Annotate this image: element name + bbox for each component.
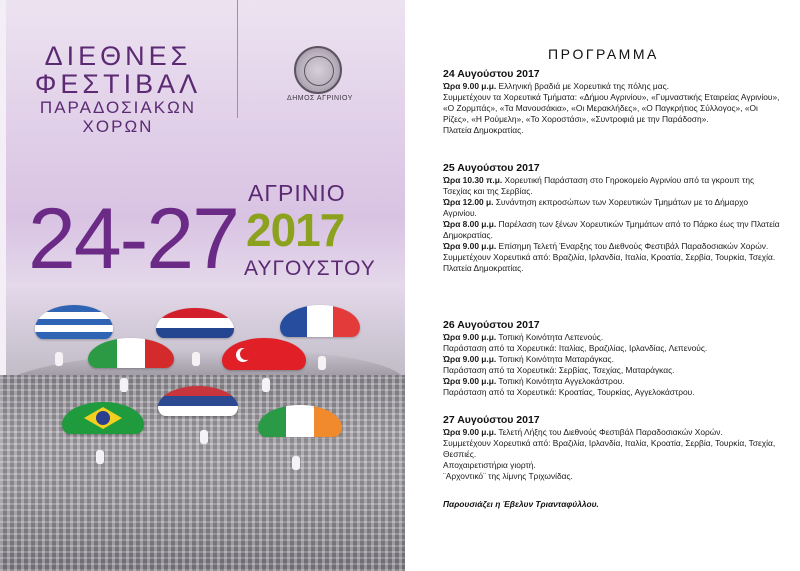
parachutist-icon bbox=[292, 456, 300, 470]
presenter-credit: Παρουσιάζει η Έβελυν Τριανταφύλλου. bbox=[443, 499, 599, 509]
program-entry: Ώρα 8.00 μ.μ. Παρέλαση των ξένων Χορευτικών Τμημάτων από το Πάρκο έως την Πλατεία Δημοκρατίας. bbox=[443, 219, 780, 240]
parachutist-icon bbox=[318, 356, 326, 370]
program-day-2 bbox=[443, 162, 783, 274]
program-entry: Ώρα 10.30 π.μ. Χορευτική Παράσταση στο Γηροκομείο Αγρινίου από τα γκρουπ της Τσεχίας και της Σερβίας. bbox=[443, 175, 755, 196]
program-entry: Συμμετέχουν Χορευτικά από: Βραζιλία, Ιρλανδία, Ιταλία, Κροατία, Σερβία, Τουρκία, Τσεχία. bbox=[443, 252, 776, 262]
program-day-4 bbox=[443, 414, 783, 482]
parachutist-icon bbox=[96, 450, 104, 464]
crescent-cutout bbox=[240, 348, 252, 360]
france-poland-flag-parachute bbox=[280, 305, 360, 337]
festival-month: ΑΥΓΟΥΣΤΟΥ bbox=[244, 257, 376, 280]
program-entry: ¨Αρχοντικό¨ της λίμνης Τριχωνίδας. bbox=[443, 471, 573, 481]
title-line-4: ΧΟΡΩΝ bbox=[82, 117, 154, 136]
program-entry: Ώρα 9.00 μ.μ. Τελετή Λήξης του Διεθνούς Φεστιβάλ Παραδοσιακών Χορών. bbox=[443, 427, 723, 437]
greece-flag-parachute bbox=[35, 305, 113, 339]
program-title: ΠΡΟΓΡΑΜΜΑ bbox=[548, 46, 659, 62]
municipality-seal-icon bbox=[294, 46, 342, 94]
festival-dates: 24-27 bbox=[28, 191, 238, 287]
festival-year: 2017 bbox=[246, 204, 345, 256]
festival-title bbox=[28, 42, 208, 136]
program-day-3 bbox=[443, 319, 783, 398]
croatia-flag-parachute bbox=[156, 308, 234, 338]
day-date: 26 Αυγούστου 2017 bbox=[443, 319, 540, 331]
parachutist-icon bbox=[200, 430, 208, 444]
program-entry: Ώρα 9.00 μ.μ. Επίσημη Τελετή Έναρξης του Διεθνούς Φεστιβάλ Παραδοσιακών Χορών. bbox=[443, 241, 769, 251]
parachutist-icon bbox=[120, 378, 128, 392]
program-entry: Αποχαιρετιστήρια γιορτή. bbox=[443, 460, 536, 470]
program-entry: Παράσταση από τα Χορευτικά: Σερβίας, Τσεχίας, Ματαράγκας. bbox=[443, 365, 675, 375]
day-date: 25 Αυγούστου 2017 bbox=[443, 162, 540, 174]
program-entry: Ώρα 9.00 μ.μ. Τοπική Κοινότητα Αγγελοκάστρου. bbox=[443, 376, 625, 386]
program-entry: Ώρα 9.00 μ.μ. Τοπική Κοινότητα Λεπενούς. bbox=[443, 332, 604, 342]
program-entry: Πλατεία Δημοκρατίας. bbox=[443, 263, 524, 273]
program-entry: Παράσταση από τα Χορευτικά: Κροατίας, Τουρκίας, Αγγελοκάστρου. bbox=[443, 387, 695, 397]
program-entry: Παράσταση από τα Χορευτικά: Ιταλίας, Βραζιλίας, Ιρλανδίας, Λεπενούς. bbox=[443, 343, 708, 353]
seal-inner-ring bbox=[304, 56, 334, 86]
program-entry: Ώρα 9.00 μ.μ. Τοπική Κοινότητα Ματαράγκας. bbox=[443, 354, 614, 364]
program-day-1 bbox=[443, 68, 783, 136]
program-entry: Ώρα 9.00 μ.μ. Ελληνική βραδιά με Χορευτικά της πόλης μας. bbox=[443, 81, 669, 91]
turkey-flag-parachute bbox=[222, 338, 306, 370]
title-line-1: ΔΙΕΘΝΕΣ bbox=[44, 41, 192, 71]
program-entry: Συμμετέχουν τα Χορευτικά Τμήματα: «Δήμου Αγρινίου», «Γυμναστικής Εταιρείας Αγρινίου», «Ο Ζορμπάς», «Τα Μανουσάκια», «Οι Μερακλήδες», «Ο Παγκρήτιος Σύλλογος», «Οι Ρίζες», «Η Ρούμελη», «Το Χοροστάσι», «Συντροφιά με την Παράδοση». bbox=[443, 92, 780, 124]
title-line-3: ΠΑΡΑΔΟΣΙΑΚΩΝ bbox=[39, 98, 197, 117]
italy-flag-parachute bbox=[88, 338, 174, 368]
program-entry: Πλατεία Δημοκρατίας. bbox=[443, 125, 524, 135]
parachutist-icon bbox=[262, 378, 270, 392]
festival-city: ΑΓΡΙΝΙΟ bbox=[248, 180, 346, 206]
program-entry: Συμμετέχουν Χορευτικά από: Βραζιλία, Ιρλανδία, Ιταλία, Κροατία, Σερβία, Τουρκία, Τσεχία, Θεσπιές. bbox=[443, 438, 776, 459]
day-date: 27 Αυγούστου 2017 bbox=[443, 414, 540, 426]
poster-divider bbox=[237, 0, 238, 118]
parachutist-icon bbox=[55, 352, 63, 366]
municipality-name: ΔΗΜΟΣ ΑΓΡΙΝΙΟΥ bbox=[287, 95, 353, 102]
brazil-globe bbox=[96, 411, 110, 425]
parachutist-icon bbox=[192, 352, 200, 366]
program-entry: Ώρα 12.00 μ. Συνάντηση εκπροσώπων των Χορευτικών Τμημάτων με το Δήμαρχο Αγρινίου. bbox=[443, 197, 748, 218]
title-line-2: ΦΕΣΤΙΒΑΛ bbox=[34, 69, 202, 99]
day-date: 24 Αυγούστου 2017 bbox=[443, 68, 540, 80]
